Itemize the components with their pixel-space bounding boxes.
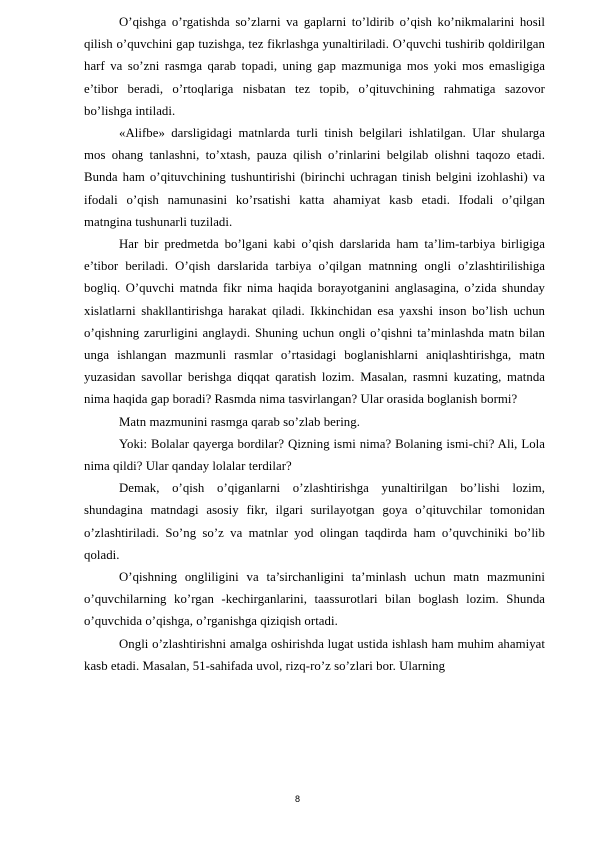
paragraph: Yoki: Bolalar qayerga bordilar? Qizning ismi nima? Bolaning ismi-chi? Ali, Lola nima qildi? Ular qanday lolalar terdilar? <box>84 436 545 474</box>
paragraph: Har bir predmetda bo’lgani kabi o’qish darslarida ham ta’lim-tarbiya birligiga e’tibor beriladi. O’qish darslarida tarbiya o’qilgan matnning ongli o’zlashtirilishiga bogliq. O’quvchi matnda fikr nima haqida borayotganini anglasagina, o’zida shunday xislatlarni shakllantirishga harakat qiladi. Ikkinchidan esa yaxshi inson bo’lish uchun o’qishning zarurligini anglaydi. Shuning uchun ongli o’qishni ta’minlashda matn bilan unga ishlangan mazmunli rasmlar o’rtasidagi boglanishlarni aniqlashtirishga, matn yuzasidan savollar berishga diqqat qaratish lozim. Masalan, rasmni kuzating, matnda nima haqida gap boradi? Rasmda nima tasvirlangan? Ular orasida boglanish bormi? <box>84 237 545 407</box>
paragraph: Demak, o’qish o’qiganlarni o’zlashtirishga yunaltirilgan bo’lishi lozim, shundagina matndagi asosiy fikr, ilgari surilayotgan goya o’qituvchilar tomonidan o’zlashtiriladi. So’ng so’z va matnlar yod olingan taqdirda ham o’quvchiniki bo’lib qoladi. <box>84 481 545 562</box>
page-number: 8 <box>294 794 300 804</box>
text-body <box>84 11 545 677</box>
paragraph: O’qishga o’rgatishda so’zlarni va gaplarni to’ldirib o’qish ko’nikmalarini hosil qilish o’quvchini gap tuzishga, tez fikrlashga yunaltiriladi. O’quvchi tushirib qoldirilgan harf va so’zni rasmga qarab topadi, uning gap mazmuniga mos yoki mos emasligiga e’tibor beradi, o’rtoqlariga nisbatan tez topib, o’qituvchining rahmatiga sazovor bo’lishga intiladi. <box>84 15 545 118</box>
paragraph: O’qishning ongliligini va ta’sirchanligini ta’minlash uchun matn mazmunini o’quvchilarning ko’rgan -kechirganlarini, taassurotlari bilan boglash lozim. Shunda o’quvchida o’qishga, o’rganishga qiziqish ortadi. <box>84 570 545 629</box>
paragraph: Matn mazmunini rasmga qarab so’zlab bering. <box>119 414 360 429</box>
paragraph: Ongli o’zlashtirishni amalga oshirishda lugat ustida ishlash ham muhim ahamiyat kasb etadi. Masalan, 51-sahifada uvol, rizq-ro’z so’zlari bor. Ularning <box>84 636 545 673</box>
paragraph: «Alifbe» darsligidagi matnlarda turli tinish belgilari ishlatilgan. Ular shularga mos ohang tanlashni, to’xtash, pauza qilish o’rinlarini belgilab olishni taqozo etadi. Bunda ham o’qituvchining tushuntirishi (birinchi uchragan tinish belgini izohlashi) va ifodali o’qish namunasini ko’rsatishi katta ahamiyat kasb etadi. Ifodali o’qilgan matngina tushunarli tuziladi. <box>84 126 545 229</box>
